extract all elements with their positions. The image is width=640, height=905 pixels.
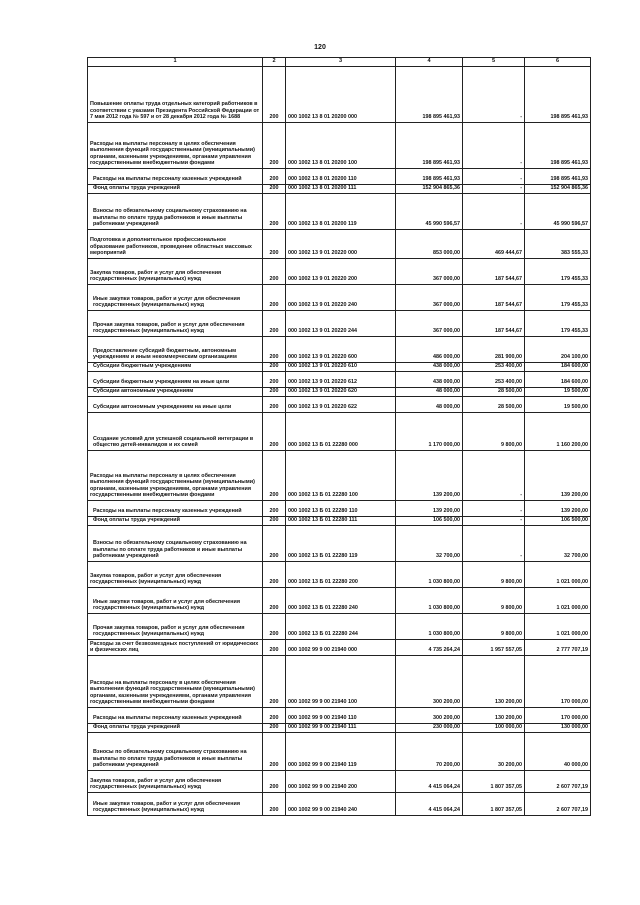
row-name-cell: Субсидии автономным учреждениям на иные цели bbox=[88, 397, 263, 413]
row-code-cell: 200 bbox=[263, 285, 286, 311]
row-unexecuted-cell: 198 895 461,93 bbox=[525, 169, 591, 185]
row-approved-cell: 300 200,00 bbox=[396, 656, 463, 708]
row-executed-cell: 469 444,67 bbox=[463, 230, 525, 259]
row-executed-cell: - bbox=[463, 169, 525, 185]
row-unexecuted-cell: 106 500,00 bbox=[525, 517, 591, 526]
row-kbk-cell: 000 1002 13 8 01 20200 119 bbox=[286, 194, 396, 230]
row-approved-cell: 1 170 000,00 bbox=[396, 413, 463, 451]
row-executed-cell: - bbox=[463, 194, 525, 230]
row-approved-cell: 4 735 264,24 bbox=[396, 640, 463, 656]
row-name-cell: Прочая закупка товаров, работ и услуг для обеспечения государственных (муниципальных) нужд bbox=[88, 614, 263, 640]
row-approved-cell: 139 200,00 bbox=[396, 451, 463, 501]
row-name-cell: Предоставление субсидий бюджетным, автономным учреждениям и иным некоммерческим организациям bbox=[88, 337, 263, 363]
row-executed-cell: 100 000,00 bbox=[463, 724, 525, 733]
row-approved-cell: 367 000,00 bbox=[396, 259, 463, 285]
table-row bbox=[88, 733, 591, 771]
table-row bbox=[88, 526, 591, 562]
row-approved-cell: 1 030 800,00 bbox=[396, 562, 463, 588]
row-approved-cell: 853 000,00 bbox=[396, 230, 463, 259]
table-row bbox=[88, 656, 591, 708]
row-name-cell: Взносы по обязательному социальному страхованию на выплаты по оплате труда работников и иные выплаты работникам учреждений bbox=[88, 194, 263, 230]
row-unexecuted-cell: 2 777 707,19 bbox=[525, 640, 591, 656]
header-col-3: 3 bbox=[286, 58, 396, 67]
row-name-cell: Расходы на выплаты персоналу казенных учреждений bbox=[88, 501, 263, 517]
row-executed-cell: 30 200,00 bbox=[463, 733, 525, 771]
row-unexecuted-cell: 32 700,00 bbox=[525, 526, 591, 562]
row-unexecuted-cell: 198 895 461,93 bbox=[525, 67, 591, 123]
row-executed-cell: 1 807 357,05 bbox=[463, 793, 525, 816]
row-name-cell: Расходы на выплаты персоналу в целях обеспечения выполнения функций государственными (муниципальными) органами, казенными учреждениями, органами управления государственными внебюджетными фондами bbox=[88, 656, 263, 708]
row-executed-cell: 253 400,00 bbox=[463, 372, 525, 388]
row-code-cell: 200 bbox=[263, 656, 286, 708]
row-kbk-cell: 000 1002 13 Б 01 22280 000 bbox=[286, 413, 396, 451]
row-executed-cell: 9 800,00 bbox=[463, 562, 525, 588]
table-row bbox=[88, 311, 591, 337]
row-code-cell: 200 bbox=[263, 793, 286, 816]
row-name-cell: Фонд оплаты труда учреждений bbox=[88, 517, 263, 526]
row-kbk-cell: 000 1002 13 9 01 20220 612 bbox=[286, 372, 396, 388]
row-name-cell: Взносы по обязательному социальному страхованию на выплаты по оплате труда работников и иные выплаты работникам учреждений bbox=[88, 733, 263, 771]
row-name-cell: Расходы на выплаты персоналу казенных учреждений bbox=[88, 169, 263, 185]
row-approved-cell: 300 200,00 bbox=[396, 708, 463, 724]
table-row bbox=[88, 724, 591, 733]
row-code-cell: 200 bbox=[263, 372, 286, 388]
table-row bbox=[88, 230, 591, 259]
header-row bbox=[88, 58, 591, 67]
row-executed-cell: 253 400,00 bbox=[463, 363, 525, 372]
row-kbk-cell: 000 1002 13 8 01 20200 110 bbox=[286, 169, 396, 185]
row-executed-cell: - bbox=[463, 123, 525, 169]
table-row bbox=[88, 123, 591, 169]
row-kbk-cell: 000 1002 13 9 01 20220 610 bbox=[286, 363, 396, 372]
row-code-cell: 200 bbox=[263, 501, 286, 517]
row-unexecuted-cell: 139 200,00 bbox=[525, 501, 591, 517]
row-approved-cell: 152 904 865,36 bbox=[396, 185, 463, 194]
row-executed-cell: 9 800,00 bbox=[463, 614, 525, 640]
row-unexecuted-cell: 204 100,00 bbox=[525, 337, 591, 363]
row-executed-cell: 187 544,67 bbox=[463, 285, 525, 311]
row-approved-cell: 486 000,00 bbox=[396, 337, 463, 363]
row-unexecuted-cell: 179 455,33 bbox=[525, 285, 591, 311]
row-code-cell: 200 bbox=[263, 640, 286, 656]
row-kbk-cell: 000 1002 13 Б 01 22280 111 bbox=[286, 517, 396, 526]
row-executed-cell: 1 957 557,05 bbox=[463, 640, 525, 656]
row-name-cell: Субсидии автономным учреждениям bbox=[88, 388, 263, 397]
row-approved-cell: 106 500,00 bbox=[396, 517, 463, 526]
row-unexecuted-cell: 1 021 000,00 bbox=[525, 588, 591, 614]
row-kbk-cell: 000 1002 13 8 01 20200 000 bbox=[286, 67, 396, 123]
table-row bbox=[88, 185, 591, 194]
row-unexecuted-cell: 2 607 707,19 bbox=[525, 793, 591, 816]
row-name-cell: Фонд оплаты труда учреждений bbox=[88, 185, 263, 194]
row-code-cell: 200 bbox=[263, 451, 286, 501]
row-code-cell: 200 bbox=[263, 337, 286, 363]
row-approved-cell: 70 200,00 bbox=[396, 733, 463, 771]
header-col-2: 2 bbox=[263, 58, 286, 67]
table-row bbox=[88, 285, 591, 311]
row-code-cell: 200 bbox=[263, 517, 286, 526]
row-name-cell: Создание условий для успешной социальной интеграции в общество детей-инвалидов и их семей bbox=[88, 413, 263, 451]
row-unexecuted-cell: 1 021 000,00 bbox=[525, 562, 591, 588]
row-name-cell: Подготовка и дополнительное профессиональное образование работников, проведение областных массовых мероприятий bbox=[88, 230, 263, 259]
header-col-5: 5 bbox=[463, 58, 525, 67]
table-row bbox=[88, 372, 591, 388]
row-name-cell: Субсидии бюджетным учреждениям на иные цели bbox=[88, 372, 263, 388]
row-code-cell: 200 bbox=[263, 526, 286, 562]
table-body bbox=[88, 67, 591, 816]
table-row bbox=[88, 451, 591, 501]
row-unexecuted-cell: 45 990 596,57 bbox=[525, 194, 591, 230]
row-code-cell: 200 bbox=[263, 363, 286, 372]
row-executed-cell: 130 200,00 bbox=[463, 656, 525, 708]
row-name-cell: Расходы на выплаты персоналу в целях обеспечения выполнения функций государственными (муниципальными) органами, казенными учреждениями, органами управления государственными внебюджетными фондами bbox=[88, 123, 263, 169]
row-kbk-cell: 000 1002 13 9 01 20220 622 bbox=[286, 397, 396, 413]
row-code-cell: 200 bbox=[263, 169, 286, 185]
row-approved-cell: 1 030 800,00 bbox=[396, 614, 463, 640]
row-name-cell: Прочая закупка товаров, работ и услуг для обеспечения государственных (муниципальных) нужд bbox=[88, 311, 263, 337]
row-executed-cell: 1 807 357,05 bbox=[463, 771, 525, 793]
row-name-cell: Расходы на выплаты персоналу казенных учреждений bbox=[88, 708, 263, 724]
row-executed-cell: 28 500,00 bbox=[463, 397, 525, 413]
row-unexecuted-cell: 19 500,00 bbox=[525, 388, 591, 397]
table-row bbox=[88, 501, 591, 517]
row-name-cell: Иные закупки товаров, работ и услуг для обеспечения государственных (муниципальных) нужд bbox=[88, 793, 263, 816]
row-executed-cell: - bbox=[463, 67, 525, 123]
row-approved-cell: 438 000,00 bbox=[396, 363, 463, 372]
row-code-cell: 200 bbox=[263, 259, 286, 285]
row-approved-cell: 4 415 064,24 bbox=[396, 793, 463, 816]
row-name-cell: Иные закупки товаров, работ и услуг для обеспечения государственных (муниципальных) нужд bbox=[88, 588, 263, 614]
row-approved-cell: 48 000,00 bbox=[396, 397, 463, 413]
row-code-cell: 200 bbox=[263, 562, 286, 588]
row-unexecuted-cell: 184 600,00 bbox=[525, 372, 591, 388]
table-row bbox=[88, 614, 591, 640]
row-unexecuted-cell: 19 500,00 bbox=[525, 397, 591, 413]
table-header bbox=[88, 58, 591, 67]
row-kbk-cell: 000 1002 13 9 01 20220 600 bbox=[286, 337, 396, 363]
header-col-1: 1 bbox=[88, 58, 263, 67]
row-executed-cell: - bbox=[463, 451, 525, 501]
row-unexecuted-cell: 139 200,00 bbox=[525, 451, 591, 501]
budget-table bbox=[87, 57, 591, 816]
row-approved-cell: 139 200,00 bbox=[396, 501, 463, 517]
row-unexecuted-cell: 40 000,00 bbox=[525, 733, 591, 771]
row-kbk-cell: 000 1002 99 9 00 21940 119 bbox=[286, 733, 396, 771]
row-approved-cell: 438 000,00 bbox=[396, 372, 463, 388]
row-unexecuted-cell: 1 160 200,00 bbox=[525, 413, 591, 451]
header-col-4: 4 bbox=[396, 58, 463, 67]
row-executed-cell: - bbox=[463, 526, 525, 562]
row-kbk-cell: 000 1002 13 Б 01 22280 200 bbox=[286, 562, 396, 588]
row-name-cell: Субсидии бюджетным учреждениям bbox=[88, 363, 263, 372]
row-kbk-cell: 000 1002 13 9 01 20220 240 bbox=[286, 285, 396, 311]
row-kbk-cell: 000 1002 13 8 01 20200 111 bbox=[286, 185, 396, 194]
row-unexecuted-cell: 170 000,00 bbox=[525, 656, 591, 708]
table-row bbox=[88, 259, 591, 285]
table-row bbox=[88, 771, 591, 793]
row-approved-cell: 198 895 461,93 bbox=[396, 123, 463, 169]
table-row bbox=[88, 708, 591, 724]
row-executed-cell: 28 500,00 bbox=[463, 388, 525, 397]
row-name-cell: Взносы по обязательному социальному страхованию на выплаты по оплате труда работников и иные выплаты работникам учреждений bbox=[88, 526, 263, 562]
row-unexecuted-cell: 130 000,00 bbox=[525, 724, 591, 733]
table-row bbox=[88, 388, 591, 397]
row-approved-cell: 367 000,00 bbox=[396, 311, 463, 337]
row-executed-cell: 9 800,00 bbox=[463, 413, 525, 451]
table-row bbox=[88, 337, 591, 363]
row-approved-cell: 4 415 064,24 bbox=[396, 771, 463, 793]
table-row bbox=[88, 640, 591, 656]
row-approved-cell: 32 700,00 bbox=[396, 526, 463, 562]
row-kbk-cell: 000 1002 13 9 01 20220 000 bbox=[286, 230, 396, 259]
row-executed-cell: - bbox=[463, 185, 525, 194]
row-code-cell: 200 bbox=[263, 397, 286, 413]
row-approved-cell: 367 000,00 bbox=[396, 285, 463, 311]
row-code-cell: 200 bbox=[263, 311, 286, 337]
row-name-cell: Фонд оплаты труда учреждений bbox=[88, 724, 263, 733]
row-kbk-cell: 000 1002 13 Б 01 22280 110 bbox=[286, 501, 396, 517]
row-name-cell: Повышение оплаты труда отдельных категорий работников в соответствии с указами Президента Российской Федерации от 7 мая 2012 года № 597 и от 28 декабря 2012 года № 1688 bbox=[88, 67, 263, 123]
row-name-cell: Закупка товаров, работ и услуг для обеспечения государственных (муниципальных) нужд bbox=[88, 562, 263, 588]
table-row bbox=[88, 562, 591, 588]
row-kbk-cell: 000 1002 99 9 00 21940 110 bbox=[286, 708, 396, 724]
row-unexecuted-cell: 170 000,00 bbox=[525, 708, 591, 724]
row-approved-cell: 198 895 461,93 bbox=[396, 67, 463, 123]
row-executed-cell: 187 544,67 bbox=[463, 259, 525, 285]
row-approved-cell: 45 990 596,57 bbox=[396, 194, 463, 230]
row-kbk-cell: 000 1002 13 8 01 20200 100 bbox=[286, 123, 396, 169]
row-code-cell: 200 bbox=[263, 413, 286, 451]
row-executed-cell: 130 200,00 bbox=[463, 708, 525, 724]
table-row bbox=[88, 169, 591, 185]
row-kbk-cell: 000 1002 13 Б 01 22280 100 bbox=[286, 451, 396, 501]
table-row bbox=[88, 397, 591, 413]
row-unexecuted-cell: 383 555,33 bbox=[525, 230, 591, 259]
row-unexecuted-cell: 179 455,33 bbox=[525, 259, 591, 285]
row-kbk-cell: 000 1002 13 Б 01 22280 119 bbox=[286, 526, 396, 562]
row-code-cell: 200 bbox=[263, 708, 286, 724]
row-unexecuted-cell: 198 895 461,93 bbox=[525, 123, 591, 169]
row-code-cell: 200 bbox=[263, 588, 286, 614]
row-name-cell: Закупка товаров, работ и услуг для обеспечения государственных (муниципальных) нужд bbox=[88, 259, 263, 285]
row-unexecuted-cell: 184 600,00 bbox=[525, 363, 591, 372]
page-number: 120 bbox=[314, 44, 326, 51]
row-code-cell: 200 bbox=[263, 614, 286, 640]
row-approved-cell: 198 895 461,93 bbox=[396, 169, 463, 185]
row-name-cell: Расходы за счет безвозмездных поступлений от юридических и физических лиц bbox=[88, 640, 263, 656]
row-code-cell: 200 bbox=[263, 771, 286, 793]
row-kbk-cell: 000 1002 99 9 00 21940 111 bbox=[286, 724, 396, 733]
row-name-cell: Расходы на выплаты персоналу в целях обеспечения выполнения функций государственными (муниципальными) органами, казенными учреждениями, органами управления государственными внебюджетными фондами bbox=[88, 451, 263, 501]
table-row bbox=[88, 194, 591, 230]
row-unexecuted-cell: 1 021 000,00 bbox=[525, 614, 591, 640]
row-executed-cell: 281 900,00 bbox=[463, 337, 525, 363]
row-kbk-cell: 000 1002 13 9 01 20220 620 bbox=[286, 388, 396, 397]
row-approved-cell: 1 030 800,00 bbox=[396, 588, 463, 614]
row-code-cell: 200 bbox=[263, 230, 286, 259]
row-unexecuted-cell: 152 904 865,36 bbox=[525, 185, 591, 194]
table-row bbox=[88, 363, 591, 372]
row-kbk-cell: 000 1002 13 9 01 20220 200 bbox=[286, 259, 396, 285]
row-code-cell: 200 bbox=[263, 724, 286, 733]
table-row bbox=[88, 413, 591, 451]
row-executed-cell: 9 800,00 bbox=[463, 588, 525, 614]
row-code-cell: 200 bbox=[263, 67, 286, 123]
row-kbk-cell: 000 1002 13 9 01 20220 244 bbox=[286, 311, 396, 337]
row-executed-cell: - bbox=[463, 517, 525, 526]
table-row bbox=[88, 588, 591, 614]
table-row bbox=[88, 517, 591, 526]
row-code-cell: 200 bbox=[263, 733, 286, 771]
header-col-6: 6 bbox=[525, 58, 591, 67]
row-kbk-cell: 000 1002 99 9 00 21940 000 bbox=[286, 640, 396, 656]
row-approved-cell: 230 000,00 bbox=[396, 724, 463, 733]
row-kbk-cell: 000 1002 99 9 00 21940 200 bbox=[286, 771, 396, 793]
row-kbk-cell: 000 1002 13 Б 01 22280 240 bbox=[286, 588, 396, 614]
row-kbk-cell: 000 1002 13 Б 01 22280 244 bbox=[286, 614, 396, 640]
row-executed-cell: - bbox=[463, 501, 525, 517]
row-code-cell: 200 bbox=[263, 388, 286, 397]
row-name-cell: Закупка товаров, работ и услуг для обеспечения государственных (муниципальных) нужд bbox=[88, 771, 263, 793]
row-approved-cell: 48 000,00 bbox=[396, 388, 463, 397]
row-unexecuted-cell: 179 455,33 bbox=[525, 311, 591, 337]
row-kbk-cell: 000 1002 99 9 00 21940 100 bbox=[286, 656, 396, 708]
table-row bbox=[88, 793, 591, 816]
row-code-cell: 200 bbox=[263, 123, 286, 169]
row-name-cell: Иные закупки товаров, работ и услуг для обеспечения государственных (муниципальных) нужд bbox=[88, 285, 263, 311]
table-row bbox=[88, 67, 591, 123]
row-code-cell: 200 bbox=[263, 194, 286, 230]
row-kbk-cell: 000 1002 99 9 00 21940 240 bbox=[286, 793, 396, 816]
row-executed-cell: 187 544,67 bbox=[463, 311, 525, 337]
row-unexecuted-cell: 2 607 707,19 bbox=[525, 771, 591, 793]
row-code-cell: 200 bbox=[263, 185, 286, 194]
